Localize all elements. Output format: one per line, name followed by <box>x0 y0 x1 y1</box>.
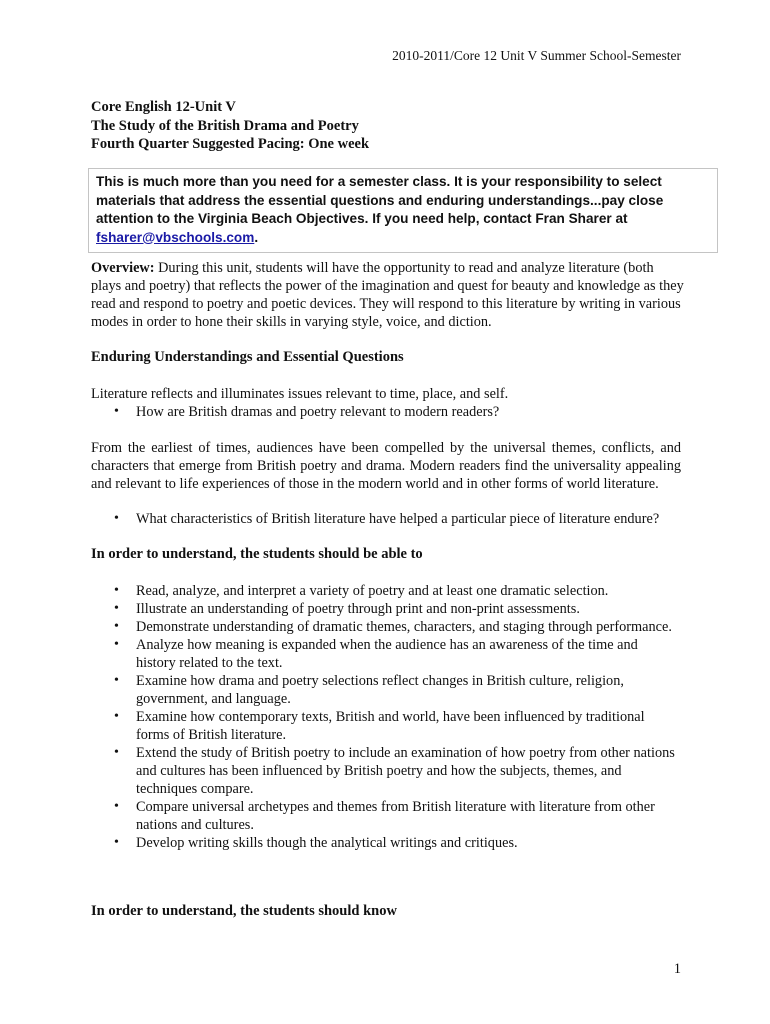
notice-text: This is much more than you need for a semester class. It is your responsibility to select materials that address the essential questions and enduring understandings...pay close attention to the Virginia Beach Objectives. If you need help, contact Fran Sharer at <box>96 174 664 226</box>
bullet-icon: • <box>114 601 119 616</box>
notice-trailing: . <box>254 229 259 245</box>
pacing-line: Fourth Quarter Suggested Pacing: One week <box>91 136 370 152</box>
able-to-list <box>91 582 681 852</box>
able-to-heading: In order to understand, the students should be able to <box>91 546 423 562</box>
list-item: • Compare universal archetypes and themes from British literature with literature from other nations and cultures. <box>114 799 655 833</box>
list-item: • How are British dramas and poetry relevant to modern readers? <box>114 404 500 420</box>
list-item: • Illustrate an understanding of poetry through print and non-print assessments. <box>114 601 580 617</box>
list-item: • Analyze how meaning is expanded when the audience has an awareness of the time and history related to the text. <box>114 637 638 671</box>
question-list-1 <box>91 403 681 421</box>
document-page <box>91 0 684 1024</box>
overview-label: Overview: <box>91 260 155 276</box>
contact-email-link[interactable]: fsharer@vbschools.com <box>96 229 255 245</box>
bullet-icon: • <box>114 619 119 634</box>
bullet-icon: • <box>114 511 119 526</box>
list-item: • Examine how contemporary texts, British and world, have been influenced by traditional forms of British literature. <box>114 709 645 743</box>
bullet-icon: • <box>114 637 119 652</box>
list-item: • Read, analyze, and interpret a variety of poetry and at least one dramatic selection. <box>114 583 609 599</box>
bullet-icon: • <box>114 709 119 724</box>
title-block <box>91 98 369 154</box>
know-heading: In order to understand, the students should know <box>91 903 397 919</box>
question-list-2 <box>91 510 681 528</box>
enduring-para-2: From the earliest of times, audiences have been compelled by the universal themes, conflicts, and characters that emerge from British poetry and drama. Modern readers find the universality appealing and relevant to life experiences of those in the modern world and in other forms of world literature. <box>91 440 681 492</box>
list-item: • What characteristics of British literature have helped a particular piece of literature endure? <box>114 511 660 527</box>
bullet-icon: • <box>114 835 119 850</box>
page-number: 1 <box>673 961 681 977</box>
running-header: 2010-2011/Core 12 Unit V Summer School-Semester <box>392 48 681 63</box>
list-item: • Examine how drama and poetry selections reflect changes in British culture, religion, government, and language. <box>114 673 624 707</box>
enduring-para-1: Literature reflects and illuminates issues relevant to time, place, and self. <box>91 386 509 402</box>
bullet-icon: • <box>114 799 119 814</box>
course-title: Core English 12-Unit V <box>91 99 236 115</box>
bullet-icon: • <box>114 745 119 760</box>
list-item: • Demonstrate understanding of dramatic themes, characters, and staging through performance. <box>114 619 672 635</box>
bullet-icon: • <box>114 673 119 688</box>
overview-paragraph <box>91 259 686 331</box>
overview-text: During this unit, students will have the opportunity to read and analyze literature (both plays and poetry) that reflects the power of the imagination and quest for beauty and knowledge as they read and respond to poetry and poetic devices. They will respond to this literature by writing in various modes in order to hone their skills in varying style, voice, and diction. <box>91 260 684 330</box>
notice-box <box>88 168 718 253</box>
bullet-icon: • <box>114 404 119 419</box>
list-item: • Develop writing skills though the analytical writings and critiques. <box>114 835 518 851</box>
list-item: • Extend the study of British poetry to include an examination of how poetry from other nations and cultures has been influenced by British poetry and how the subjects, themes, and techniques compare. <box>114 745 675 797</box>
enduring-heading: Enduring Understandings and Essential Questions <box>91 349 404 365</box>
unit-subtitle: The Study of the British Drama and Poetry <box>91 117 359 134</box>
bullet-icon: • <box>114 583 119 598</box>
